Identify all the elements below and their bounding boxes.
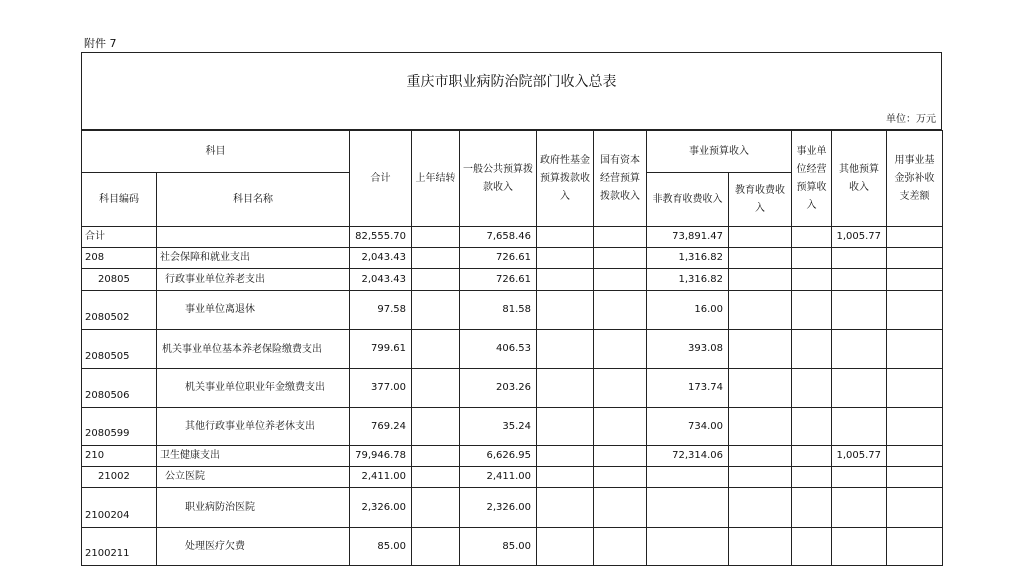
title-box [81,52,942,130]
cell-other: 1,005.77 [832,446,887,467]
cell-total: 769.24 [350,408,412,446]
cell-general: 7,658.46 [460,227,537,248]
cell-code: 2100211 [82,528,157,566]
unit-label: 单位：万元 [886,114,936,125]
cell-total: 85.00 [350,528,412,566]
cell-total: 799.61 [350,330,412,369]
cell-carryover [412,248,460,269]
cell-gov-fund [537,369,594,408]
cell-state-capital [594,528,647,566]
cell-general: 2,326.00 [460,488,537,528]
cell-non-edu: 1,316.82 [647,269,729,291]
cell-general: 81.58 [460,291,537,330]
header-gov-fund: 政府性基金预算拨款收入 [537,131,594,227]
header-general-budget: 一般公共预算拨款收入 [460,131,537,227]
cell-gov-fund [537,269,594,291]
cell-edu [729,291,792,330]
cell-business-fund [887,248,943,269]
cell-name: 社会保障和就业支出 [157,248,350,269]
cell-state-capital [594,330,647,369]
cell-business-fund [887,227,943,248]
header-carryover: 上年结转 [412,131,460,227]
table-row [82,467,943,488]
cell-name: 其他行政事业单位养老休支出 [157,408,350,446]
table-row [82,369,943,408]
cell-other [832,248,887,269]
cell-business-unit [792,330,832,369]
cell-business-unit [792,446,832,467]
cell-code: 合计 [82,227,157,248]
cell-non-edu: 72,314.06 [647,446,729,467]
cell-edu [729,488,792,528]
cell-state-capital [594,227,647,248]
cell-edu [729,528,792,566]
cell-code: 2080506 [82,369,157,408]
header-other-budget: 其他预算收入 [832,131,887,227]
cell-business-unit [792,488,832,528]
cell-gov-fund [537,291,594,330]
cell-business-unit [792,369,832,408]
cell-business-fund [887,369,943,408]
cell-name [157,227,350,248]
cell-general: 203.26 [460,369,537,408]
cell-total: 97.58 [350,291,412,330]
cell-gov-fund [537,248,594,269]
cell-gov-fund [537,227,594,248]
cell-general: 2,411.00 [460,467,537,488]
cell-non-edu: 16.00 [647,291,729,330]
cell-non-edu [647,528,729,566]
cell-general: 85.00 [460,528,537,566]
cell-total: 377.00 [350,369,412,408]
table-row [82,528,943,566]
table-row [82,446,943,467]
table-row [82,330,943,369]
header-business-fund: 用事业基金弥补收支差额 [887,131,943,227]
cell-state-capital [594,269,647,291]
cell-code: 2080505 [82,330,157,369]
cell-edu [729,248,792,269]
cell-code: 2080502 [82,291,157,330]
cell-business-fund [887,467,943,488]
cell-name: 职业病防治医院 [157,488,350,528]
cell-total: 2,043.43 [350,269,412,291]
cell-code: 210 [82,446,157,467]
cell-business-unit [792,528,832,566]
cell-edu [729,269,792,291]
cell-business-fund [887,528,943,566]
header-business-unit-income: 事业单位经营预算收入 [792,131,832,227]
cell-carryover [412,227,460,248]
header-total: 合计 [350,131,412,227]
cell-name: 机关事业单位基本养老保险缴费支出 [157,330,350,369]
cell-carryover [412,369,460,408]
cell-carryover [412,488,460,528]
header-state-capital: 国有资本经营预算拨款收入 [594,131,647,227]
cell-name: 公立医院 [157,467,350,488]
cell-general: 726.61 [460,269,537,291]
header-subject-code: 科目编码 [82,173,157,227]
cell-carryover [412,408,460,446]
cell-other [832,269,887,291]
table-row [82,248,943,269]
cell-other [832,291,887,330]
cell-edu [729,467,792,488]
cell-edu [729,330,792,369]
cell-code: 2080599 [82,408,157,446]
table-title: 重庆市职业病防治院部门收入总表 [406,74,617,90]
cell-non-edu [647,467,729,488]
cell-carryover [412,269,460,291]
cell-non-edu: 1,316.82 [647,248,729,269]
cell-other [832,369,887,408]
cell-gov-fund [537,467,594,488]
cell-business-fund [887,408,943,446]
income-table [81,130,943,566]
cell-carryover [412,330,460,369]
cell-business-fund [887,291,943,330]
cell-non-edu [647,488,729,528]
cell-carryover [412,467,460,488]
cell-code: 208 [82,248,157,269]
cell-state-capital [594,248,647,269]
cell-business-fund [887,488,943,528]
cell-edu [729,446,792,467]
cell-business-fund [887,269,943,291]
cell-carryover [412,446,460,467]
cell-business-unit [792,467,832,488]
cell-gov-fund [537,446,594,467]
cell-non-edu: 734.00 [647,408,729,446]
header-subject-name: 科目名称 [157,173,350,227]
cell-total: 82,555.70 [350,227,412,248]
cell-carryover [412,291,460,330]
header-subject: 科目 [82,131,350,173]
cell-other [832,467,887,488]
attachment-label: 附件 7 [84,37,117,50]
cell-state-capital [594,467,647,488]
cell-edu [729,408,792,446]
cell-other [832,528,887,566]
cell-business-fund [887,330,943,369]
cell-business-unit [792,248,832,269]
cell-state-capital [594,408,647,446]
table-row [82,408,943,446]
cell-other [832,330,887,369]
cell-general: 35.24 [460,408,537,446]
cell-carryover [412,528,460,566]
cell-non-edu: 73,891.47 [647,227,729,248]
header-business-budget: 事业预算收入 [647,131,792,173]
header-edu-fee: 教育收费收入 [729,173,792,227]
cell-total: 2,326.00 [350,488,412,528]
cell-name: 行政事业单位养老支出 [157,269,350,291]
cell-other: 1,005.77 [832,227,887,248]
cell-non-edu: 173.74 [647,369,729,408]
cell-other [832,408,887,446]
cell-gov-fund [537,408,594,446]
cell-code: 21002 [82,467,157,488]
cell-total: 79,946.78 [350,446,412,467]
cell-general: 726.61 [460,248,537,269]
cell-business-unit [792,291,832,330]
cell-business-unit [792,227,832,248]
header-non-edu-fee: 非教育收费收入 [647,173,729,227]
cell-name: 卫生健康支出 [157,446,350,467]
cell-name: 机关事业单位职业年金缴费支出 [157,369,350,408]
table-row [82,291,943,330]
cell-total: 2,043.43 [350,248,412,269]
cell-business-unit [792,269,832,291]
cell-general: 406.53 [460,330,537,369]
cell-gov-fund [537,528,594,566]
table-row [82,488,943,528]
cell-general: 6,626.95 [460,446,537,467]
cell-gov-fund [537,488,594,528]
cell-edu [729,369,792,408]
cell-code: 2100204 [82,488,157,528]
table-row [82,269,943,291]
cell-total: 2,411.00 [350,467,412,488]
table-row [82,227,943,248]
cell-code: 20805 [82,269,157,291]
cell-other [832,488,887,528]
cell-state-capital [594,291,647,330]
cell-name: 处理医疗欠费 [157,528,350,566]
cell-state-capital [594,446,647,467]
cell-edu [729,227,792,248]
cell-name: 事业单位离退休 [157,291,350,330]
cell-state-capital [594,488,647,528]
cell-state-capital [594,369,647,408]
cell-business-unit [792,408,832,446]
cell-non-edu: 393.08 [647,330,729,369]
cell-business-fund [887,446,943,467]
cell-gov-fund [537,330,594,369]
